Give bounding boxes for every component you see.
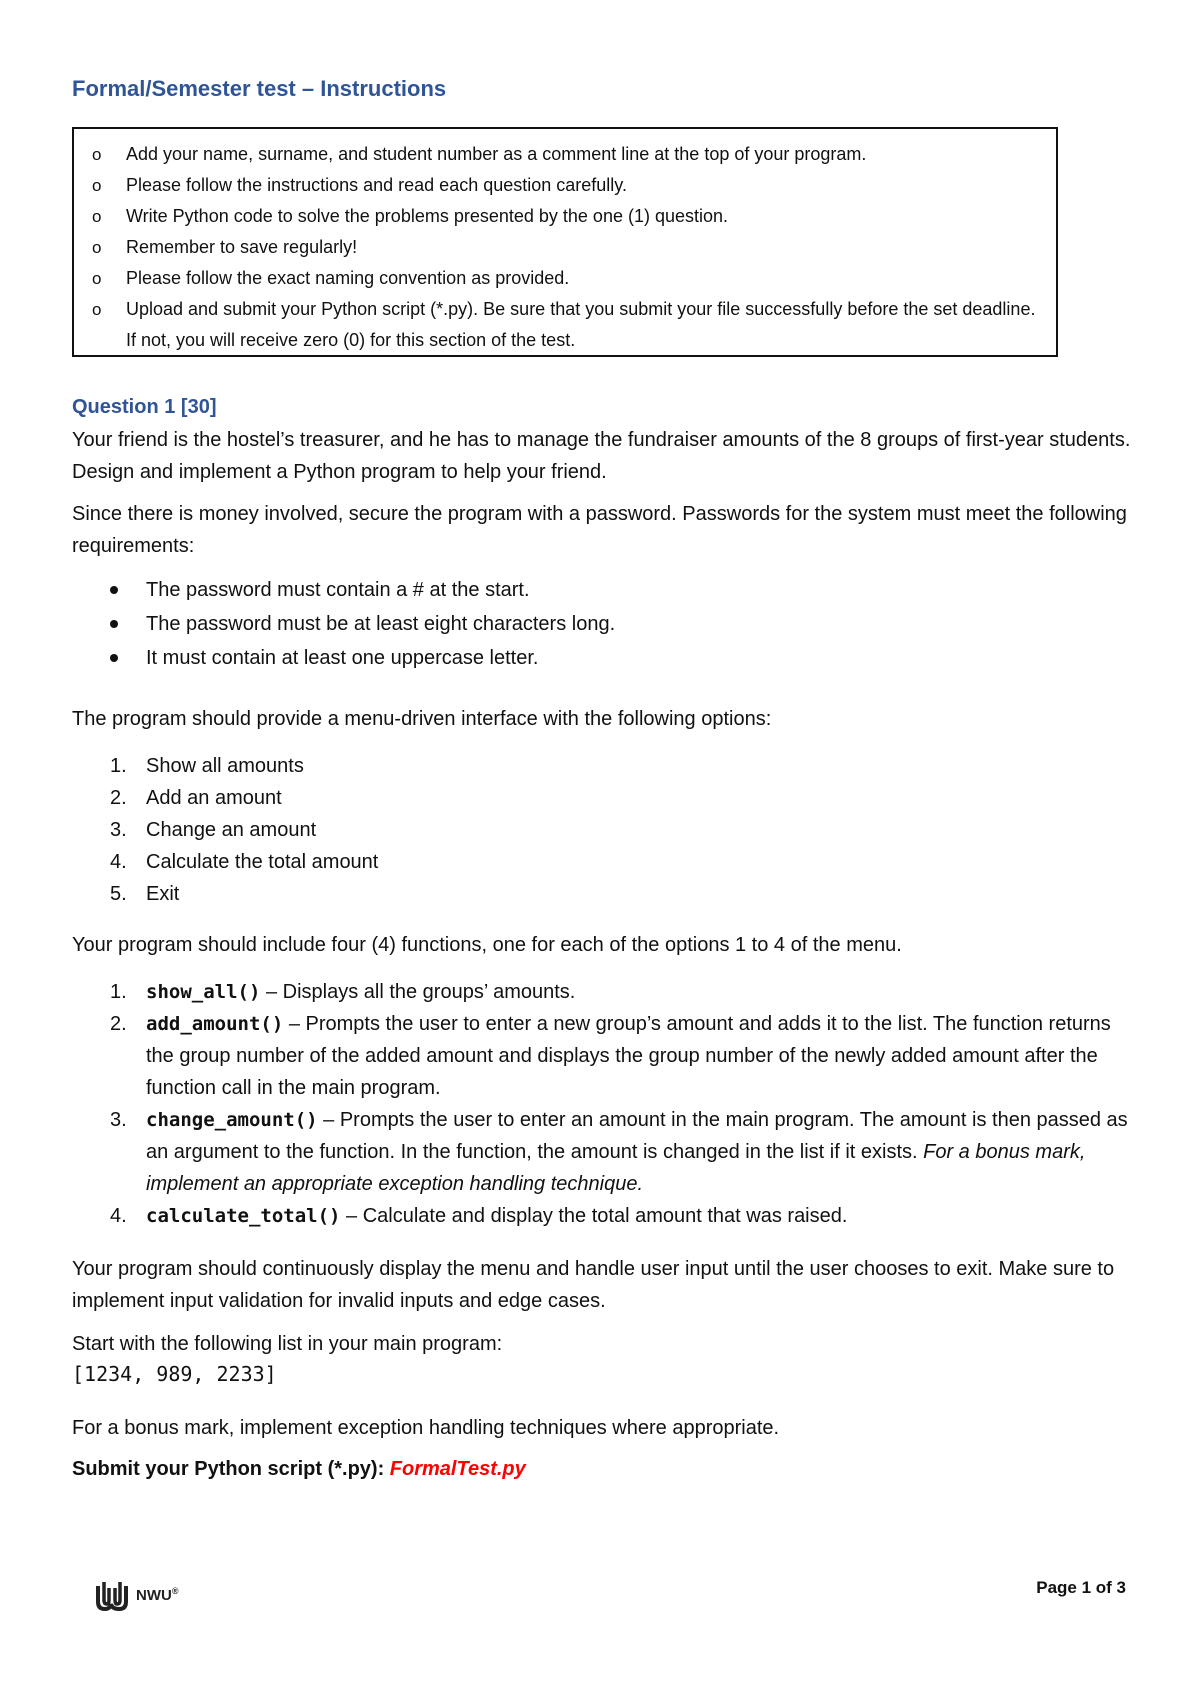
loop-text: Your program should continuously display the menu and handle user input until the user chooses to exit. Make sure to implement input validation for invalid inputs and edge cases. [72,1258,1115,1312]
password-rules-list [72,573,1132,675]
function-name: add_amount() [146,1013,284,1035]
function-item: 4. calculate_total() – Calculate and display the total amount that was raised. [110,1205,848,1227]
hollow-bullet-icon: o [92,238,102,257]
function-item: 2. add_amount() – Prompts the user to enter a new group’s amount and adds it to the list. The function returns the group number of the added amount and displays the group number of the newly added amount after the function call in the main program. [110,1013,1111,1099]
bonus-note: For a bonus mark, implement an appropriate exception handling technique. [146,1141,1086,1195]
question-intro: Your friend is the hostel’s treasurer, and he has to manage the fundraiser amounts of the 8 groups of first-year students. Design and implement a Python program to help your friend. [72,429,1131,483]
menu-option: 3. Change an amount [110,819,317,841]
submit-line [72,1458,526,1481]
question-heading: Question 1 [30] [72,396,217,418]
instructions-box [72,127,1058,357]
function-item: 3. change_amount() – Prompts the user to enter an amount in the main program. The amount is then passed as an argument to the function. In the function, the amount is changed in the list if it exists. For a bonus mark, implement an appropriate exception handling technique. [110,1109,1128,1195]
menu-option: 2. Add an amount [110,787,282,809]
page-title: Formal/Semester test – Instructions [72,76,447,101]
menu-intro: The program should provide a menu-driven interface with the following options: [72,708,772,730]
start-list-code: [1234, 989, 2233] [72,1362,277,1386]
function-name: show_all() [146,981,261,1003]
function-name: change_amount() [146,1109,318,1131]
instruction-item: o Please follow the exact naming convention as provided. [74,263,1044,294]
password-rule: The password must be at least eight characters long. [72,607,1132,641]
instruction-item: o Add your name, surname, and student number as a comment line at the top of your program. [74,139,1044,170]
menu-option: 4. Calculate the total amount [110,851,379,873]
functions-intro: Your program should include four (4) functions, one for each of the options 1 to 4 of the menu. [72,934,902,956]
bullet-icon [110,620,118,628]
bullet-icon [110,654,118,662]
submit-label: Submit your Python script (*.py): [72,1458,390,1480]
bullet-icon [110,586,118,594]
nwu-logo [94,1578,178,1612]
password-intro: Since there is money involved, secure the program with a password. Passwords for the system must meet the following requirements: [72,503,1127,557]
functions-list [72,976,1132,1232]
function-name: calculate_total() [146,1205,341,1227]
start-list-intro: Start with the following list in your main program: [72,1333,503,1355]
page-number: Page 1 of 3 [1036,1578,1126,1597]
menu-options-list [72,750,1132,910]
submit-filename: FormalTest.py [389,1458,526,1480]
hollow-bullet-icon: o [92,176,102,195]
instruction-item: o Upload and submit your Python script (*.py). Be sure that you submit your file successfully before the set deadline. If not, you will receive zero (0) for this section of the test. [74,294,1044,356]
hollow-bullet-icon: o [92,145,102,164]
function-item: 1. show_all() – Displays all the groups’ amounts. [110,981,576,1003]
hollow-bullet-icon: o [92,269,102,288]
instruction-item: o Please follow the instructions and read each question carefully. [74,170,1044,201]
hollow-bullet-icon: o [92,300,102,319]
password-rule: It must contain at least one uppercase letter. [72,641,1132,675]
password-rule: The password must contain a # at the start. [72,573,1132,607]
hollow-bullet-icon: o [92,207,102,226]
nwu-logo-text: NWU® [136,1586,179,1604]
instructions-list [74,129,1056,356]
menu-option: 5. Exit [110,883,180,905]
nwu-logo-icon [94,1578,130,1612]
bonus-text: For a bonus mark, implement exception handling techniques where appropriate. [72,1417,780,1439]
menu-option: 1. Show all amounts [110,755,304,777]
instruction-item: o Remember to save regularly! [74,232,1044,263]
instruction-item: o Write Python code to solve the problems presented by the one (1) question. [74,201,1044,232]
